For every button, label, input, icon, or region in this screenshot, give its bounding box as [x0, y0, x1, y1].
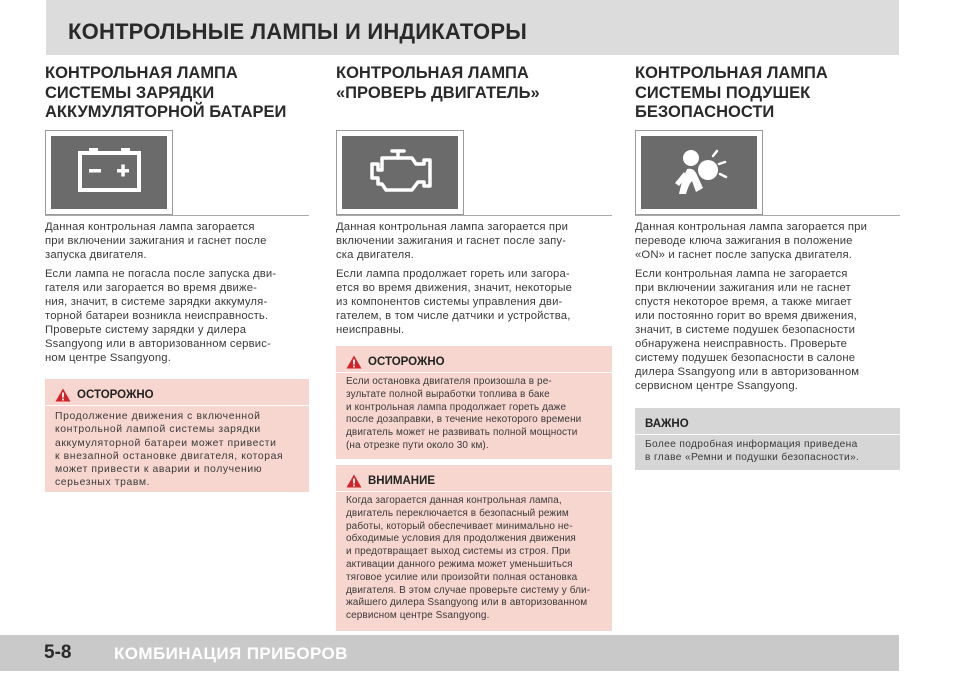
page-number: 5-8: [44, 642, 72, 663]
battery-icon: [51, 136, 167, 209]
note-label: ВАЖНО: [645, 418, 689, 430]
paragraph: Если лампа продолжает гореть или загора- ется во время движения, значит, некоторые из компонентов системы управления дви- гателем, в том числе датчики и устройства, неисправны.: [336, 268, 573, 336]
check-engine-lamp-frame: [336, 130, 464, 215]
caution-text: Когда загорается данная контрольная лампа, двигатель переключается в безопасный режим работы, который обеспечивает минимально не- обходимые условия для продолжения движения и предотвращает выход системы из строя. При активации данного режима может уменьшиться тяговое усилие или произойти полная остановка двигателя. В этом случае проверьте систему у бли- жайшего дилера Ssangyong или в авторизованном сервисном центре Ssangyong.: [346, 495, 591, 622]
page-title: КОНТРОЛЬНЫЕ ЛАМПЫ И ИНДИКАТОРЫ: [68, 19, 527, 44]
paragraph: Если лампа не погасла после запуска дви- гателя или загорается во время движе- ния, значит, в системе зарядки аккумуля- торной батареи возникла неисправность. Проверьте систему зарядки у дилера Ssangyong или в авторизованном сервис- ном центре Ssangyong.: [45, 268, 277, 364]
divider: [635, 215, 900, 216]
caution-box: [336, 465, 612, 631]
paragraph: Если контрольная лампа не загорается при включении зажигания или не гаснет спустя некоторое время, а также мигает или постоянно горит во время движения, значит, в системе подушек безопасности обнаружена неисправность. Проверьте систему подушек безопасности в салоне дилера Ssangyong или в авторизованном сервисном центре Ssangyong.: [635, 268, 860, 392]
battery-lamp-frame: [45, 130, 173, 215]
note-heading: [645, 416, 689, 432]
divider: [45, 215, 309, 216]
paragraph: Данная контрольная лампа загорается при переводе ключа зажигания в положение «ON» и гаснет после запуска двигателя.: [635, 221, 868, 261]
warning-triangle-icon: [346, 474, 362, 488]
warning-box: [45, 379, 309, 492]
warning-text: Продолжение движения с включенной контрольной лампой системы зарядки аккумуляторной батареи может привести к внезапной остановке двигателя, которая может привести к аварии и получению серьезных травм.: [55, 411, 284, 489]
warning-label: ОСТОРОЖНО: [77, 389, 154, 401]
section-check-engine: [336, 64, 612, 622]
caution-label: ВНИМАНИЕ: [368, 475, 436, 487]
warning-triangle-icon: [55, 388, 71, 402]
section-battery: [45, 64, 309, 489]
paragraph: Данная контрольная лампа загорается при включении зажигания и гаснет после запу- ска двигателя.: [336, 221, 569, 261]
warning-label: ОСТОРОЖНО: [368, 356, 445, 368]
header-bar: [46, 0, 899, 55]
section-title: КОНТРОЛЬНАЯ ЛАМПА «ПРОВЕРЬ ДВИГАТЕЛЬ»: [336, 64, 540, 102]
box-divider: [336, 491, 612, 492]
check-engine-icon: [342, 136, 458, 209]
box-divider: [336, 372, 612, 373]
chapter-title: КОМБИНАЦИЯ ПРИБОРОВ: [114, 644, 348, 663]
section-airbag: [635, 64, 900, 464]
warning-heading: [346, 354, 445, 370]
paragraph: Данная контрольная лампа загорается при включении зажигания и гаснет после запуска двигателя.: [45, 221, 267, 261]
warning-text: Если остановка двигателя произошла в ре- зультате полной выработки топлива в баке и контрольная лампа продолжает гореть даже после дозаправки, в течение некоторого времени двигатель может не развивать полной мощности (на отрезке пути около 30 км).: [346, 376, 582, 451]
caution-heading: [346, 473, 435, 489]
warning-box: [336, 346, 612, 459]
airbag-icon: [641, 136, 757, 209]
box-divider: [635, 434, 900, 435]
footer-bar: [0, 635, 899, 671]
warning-triangle-icon: [346, 355, 362, 369]
warning-heading: [55, 387, 154, 403]
box-divider: [45, 405, 309, 406]
section-title: КОНТРОЛЬНАЯ ЛАМПА СИСТЕМЫ ПОДУШЕК БЕЗОПАСНОСТИ: [635, 64, 828, 121]
section-title: КОНТРОЛЬНАЯ ЛАМПА СИСТЕМЫ ЗАРЯДКИ АККУМУЛЯТОРНОЙ БАТАРЕИ: [45, 64, 287, 121]
note-box: [635, 408, 900, 470]
divider: [336, 215, 612, 216]
note-text: Более подробная информация приведена в главе «Ремни и подушки безопасности».: [645, 439, 860, 464]
airbag-lamp-frame: [635, 130, 763, 215]
